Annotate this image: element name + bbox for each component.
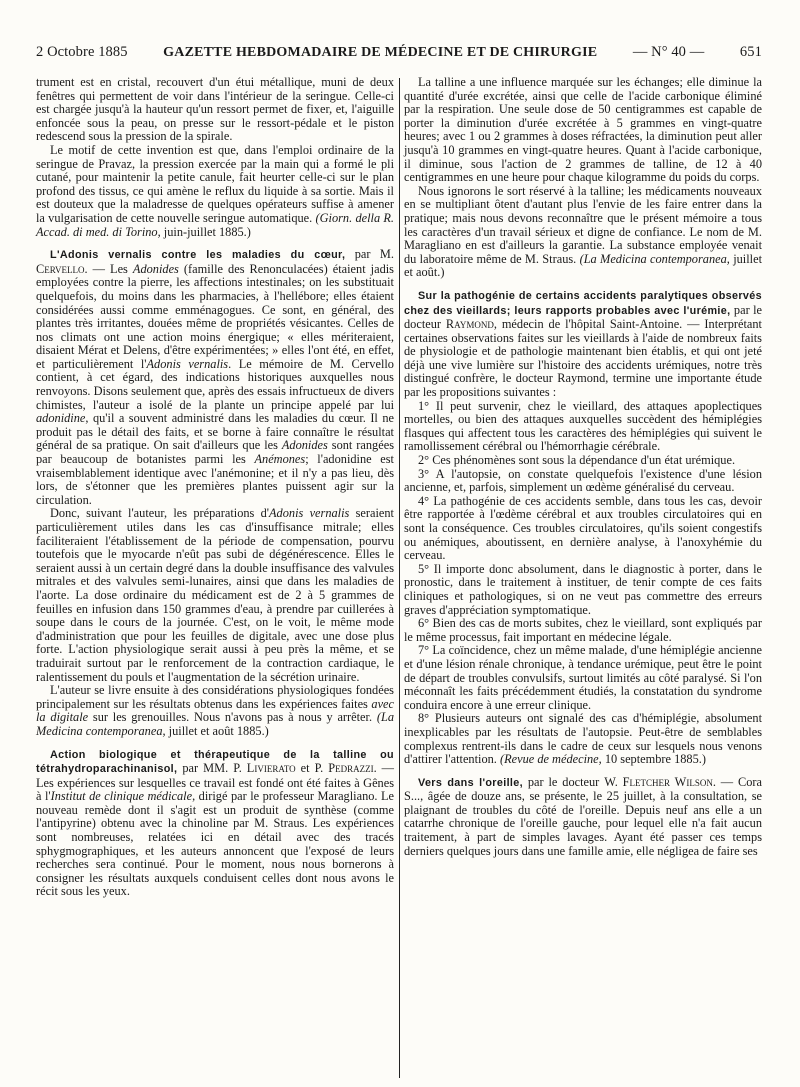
issue-date: 2 Octobre 1885 — [36, 44, 128, 60]
paragraph: Nous ignorons le sort réservé à la talline; les médicaments nouveaux en se multipliant ôtent d'autant plus l'envie de les faire entrer dans la pratique; mais nous devons reconnaître que le présent mémoire a tous les caractères d'un travail sérieux et digne de confiance. Le nom de M. Maragliano en est d'ailleurs la garantie. La substance employée venait du laboratoire même de M. Straus. (La Medicina contemporanea, juillet et août.) — [404, 183, 762, 280]
author-name: Pedrazzi — [328, 761, 374, 776]
paragraph: La talline a une influence marquée sur les échanges; elle diminue la quantité d'urée excrétée, ainsi que celle de l'acide carbonique éliminé par la respiration. Une seule dose de 50 centigrammes est capable de porter la diminution d'urée excrétée à 5 grammes en vingt-quatre heures; avec 1 ou 2 grammes à doses réfractées, la diminution peut aller jusqu'à 10 grammes en vingt-quatre heures. Quant à l'acide carbonique, il diminue, sous l'action de 2 grammes de talline, de 12 à 40 centigrammes en une heure pour chaque kilogramme du poids du corps. — [404, 75, 762, 185]
article-title: L'Adonis vernalis contre les maladies du cœur, — [50, 249, 346, 262]
proposition: 1° Il peut survenir, chez le vieillard, des attaques apoplectiques mortelles, ou bien des attaques auxquelles succèdent des hémiplégies flasques qui affectent tous les caractères des hémiplégies qui suivent le ramollissement cérébral ou l'hémorrhagie cérébrale. — [404, 398, 762, 454]
right-column — [404, 76, 762, 1078]
proposition: 8° Plusieurs auteurs ont signalé des cas d'hémiplégie, absolument inexplicables par les résultats de l'autopsie. Peut-être de semblables complexus rentrent-ils dans le cadre de ceux sur lesquels nous venons d'attirer l'attention. (Revue de médecine, 10 septembre 1885.) — [404, 711, 762, 767]
paragraph: Le motif de cette invention est que, dans l'emploi ordinaire de la seringue de Pravaz, la pression exercée par la main qui a formé le pli cutané, pour maintenir la petite canule, fait heurter celle-ci sur le plan profond des tissus, ce qui amène le reflux du liquide à sa sortie. Mais il est douteux que la maladresse de quelques opérateurs suffise à amener la vulgarisation de cette nouvelle seringue automatique. (Giorn. della R. Accad. di med. di Torino, juin-juillet 1885.) — [36, 142, 394, 239]
proposition: 3° A l'autopsie, on constate quelquefois l'existence d'une lésion ancienne, et, parfois, simplement un œdème généralisé du cerveau. — [404, 466, 762, 495]
running-header — [36, 0, 762, 70]
paragraph: trument est en cristal, recouvert d'un étui métallique, muni de deux fenêtres qui permettent de voir dans l'intérieur de la seringue. Celle-ci est chargée jusqu'à la hauteur qu'un ressort permet de fixer, et, l'aiguille enfoncée sous la peau, on presse sur le ressort-pédale et le piston redescend sous la pression de la spirale. — [36, 75, 394, 144]
proposition: 5° Il importe donc absolument, dans le diagnostic à porter, dans le pronostic, dans le traitement à instituer, de tenir compte de ces faits cliniques et pathologiques, si on ne veut pas commettre des erreurs graves d'appréciation symptomatique. — [404, 561, 762, 617]
author-name: Livierato — [246, 761, 296, 776]
column-divider — [399, 78, 400, 1078]
article-pathogenie: Sur la pathogénie de certains accidents paralytiques observés chez des vieillards; leurs rapports probables avec l'urémie, par le docteur Raymond, médecin de l'hôpital Saint-Antoine. — Interprétant certaines observations faites sur les vieillards à l'aide de nombreux faits de physiologie et de pathologie maintenant bien établis, et qui ont jeté déjà une vive lumière sur l'histoire des accidents urémiques, notre très distingué confrère, le docteur Raymond, termine une importante étude par les propositions suivantes : — [404, 289, 762, 400]
article-adonis: L'Adonis vernalis contre les maladies du cœur, par M. Cervello. — Les Adonides (famille des Renonculacées) étaient jadis employées contre la pierre, les affections intestinales; on les substituait quelquefois, du moins dans les pharmacies, à l'hellébore; elles étaient considérées aussi comme emménagogues. Ce sont, en général, des plantes très irritantes, douées même de propriétés vésicantes. Celles de nos climats ont une action moins énergique; « elles mériteraient, disaient Mérat et Delens, d'être expérimentées; » elles l'ont été, en effet, et particulièrement l'Adonis vernalis. Le mémoire de M. Cervello contient, à cet égard, des indications historiques auxquelles nous renvoyons. Disons seulement que, après des essais infructueux de divers chimistes, l'auteur a isolé de la plante un principe appelé par lui adonidine, qu'il a souvent administré dans les maladies du cœur. Il ne produit pas le détail des faits, et se borne à faire connaître le résultat général de sa pratique. On sait d'ailleurs que les Adonides sont rangées par beaucoup de botanistes parmi les Anémones; l'adonidine est vraisemblablement identique avec l'anémonine; et il n'y a pas lieu, dès lors, de s'étonner que les premières plantes puissent agir sur la circulation. — [36, 247, 394, 507]
paragraph: Donc, suivant l'auteur, les préparations d'Adonis vernalis seraient particulièrement utiles dans les cas d'insuffisance mitrale; elles faciliteraient l'établissement de la période de compensation, pourvu toutefois que le myocarde n'eût pas subi de dégénérescence. Elles le seraient aussi à un certain degré dans la double insuffisance des valvules mitrales et des valvules semi-lunaires, ainsi que dans les maladies de l'aorte. La dose ordinaire du médicament est de 2 à 5 grammes de feuilles en infusion dans 150 grammes d'eau, à prendre par cuillerées à soupe dans le cours de la journée. C'est, on le voit, le même mode d'administration que pour les feuilles de digitale, avec une dose plus forte. L'action physiologique serait aussi à peu près la même, et se traduirait surtout par le renforcement de la contraction cardiaque, le ralentissement du pouls et l'augmentation de la sécrétion urinaire. — [36, 506, 394, 684]
article-vers: Vers dans l'oreille, par le docteur W. Fletcher Wilson. — Cora S..., âgée de douze ans, se présente, le 25 juillet, à la consultation, se plaignant de troubles du côté de l'oreille. Depuis neuf ans elle a un catarrhe chronique de l'oreille gauche, pour lequel elle n'a fait aucun traitement, à part de simples lavages. Ayant été passer ces temps derniers quelques jours dans une famille amie, elle négligea de faire ses — [404, 774, 763, 858]
article-title: Sur la pathogénie de certains accidents paralytiques observés chez des vieillards; leurs rapports probables avec l'urémie, — [404, 289, 762, 317]
proposition: 7° La coïncidence, chez un même malade, d'une hémiplégie ancienne et d'une lésion rénale chronique, à tendance urémique, peut être le point de départ de troubles convulsifs, surtout limités au côté paralysé. Si l'on méconnaît les faits précédemment étudiés, la constatation du syndrome conduira encore à une erreur clinique. — [404, 643, 762, 712]
author-name: Cervello — [36, 261, 85, 276]
text-columns — [36, 76, 762, 1078]
proposition: 6° Bien des cas de morts subites, chez le vieillard, sont expliqués par le même processus, fait important en médecine légale. — [404, 616, 762, 644]
proposition: 2° Ces phénomènes sont sous la dépendance d'un état urémique. — [418, 453, 736, 468]
left-column — [36, 76, 394, 1078]
proposition: 4° La pathogénie de ces accidents semble, dans tous les cas, devoir être rapportée à l'œdème cérébral et aux troubles circulatoires qui en sont la conséquence. Ces troubles circulatoires, qu'ils soient congestifs ou anémiques, aboutissent, en dernière analyse, à l'anoxyhémie du cerveau. — [404, 493, 762, 563]
page-number: 651 — [739, 44, 762, 60]
article-talline: Action biologique et thérapeutique de la talline ou tétrahydroparachinanisol, par MM. P. Livierato et P. Pedrazzi. — Les expériences sur lesquelles ce travail est fondé ont été faites à Gênes à l'Institut de clinique médicale, dirigé par le professeur Maragliano. Le nouveau remède dont il s'agit est un produit de synthèse (comme l'antipyrine) obtenu avec la chinoline par M. Straus. Les expériences sont nombreuses, relatées ici en détail avec des tracés sphygmographiques, et les auteurs annoncent que l'exposé de leurs recherches sera continué. Pour le moment, nous nous bornerons à consigner les résultats auxquels conduisent celles dont nous avons le récit sous les yeux. — [36, 748, 395, 899]
article-title: Vers dans l'oreille, — [418, 776, 523, 789]
article-title: Action biologique et thérapeutique de la talline ou tétrahydroparachinanisol, — [36, 748, 394, 776]
issue-number: — N° 40 — — [632, 44, 705, 60]
paragraph: L'auteur se livre ensuite à des considérations physiologiques fondées principalement sur les résultats obtenus dans les expériences faites avec la digitale sur les grenouilles. Nous n'avons pas à nous y arrêter. (La Medicina contemporanea, juillet et août 1885.) — [36, 683, 394, 738]
author-name: Raymond — [445, 317, 494, 332]
journal-title: GAZETTE HEBDOMADAIRE DE MÉDECINE ET DE CHIRURGIE — [163, 45, 598, 60]
author-name: W. Fletcher Wilson — [604, 774, 713, 789]
